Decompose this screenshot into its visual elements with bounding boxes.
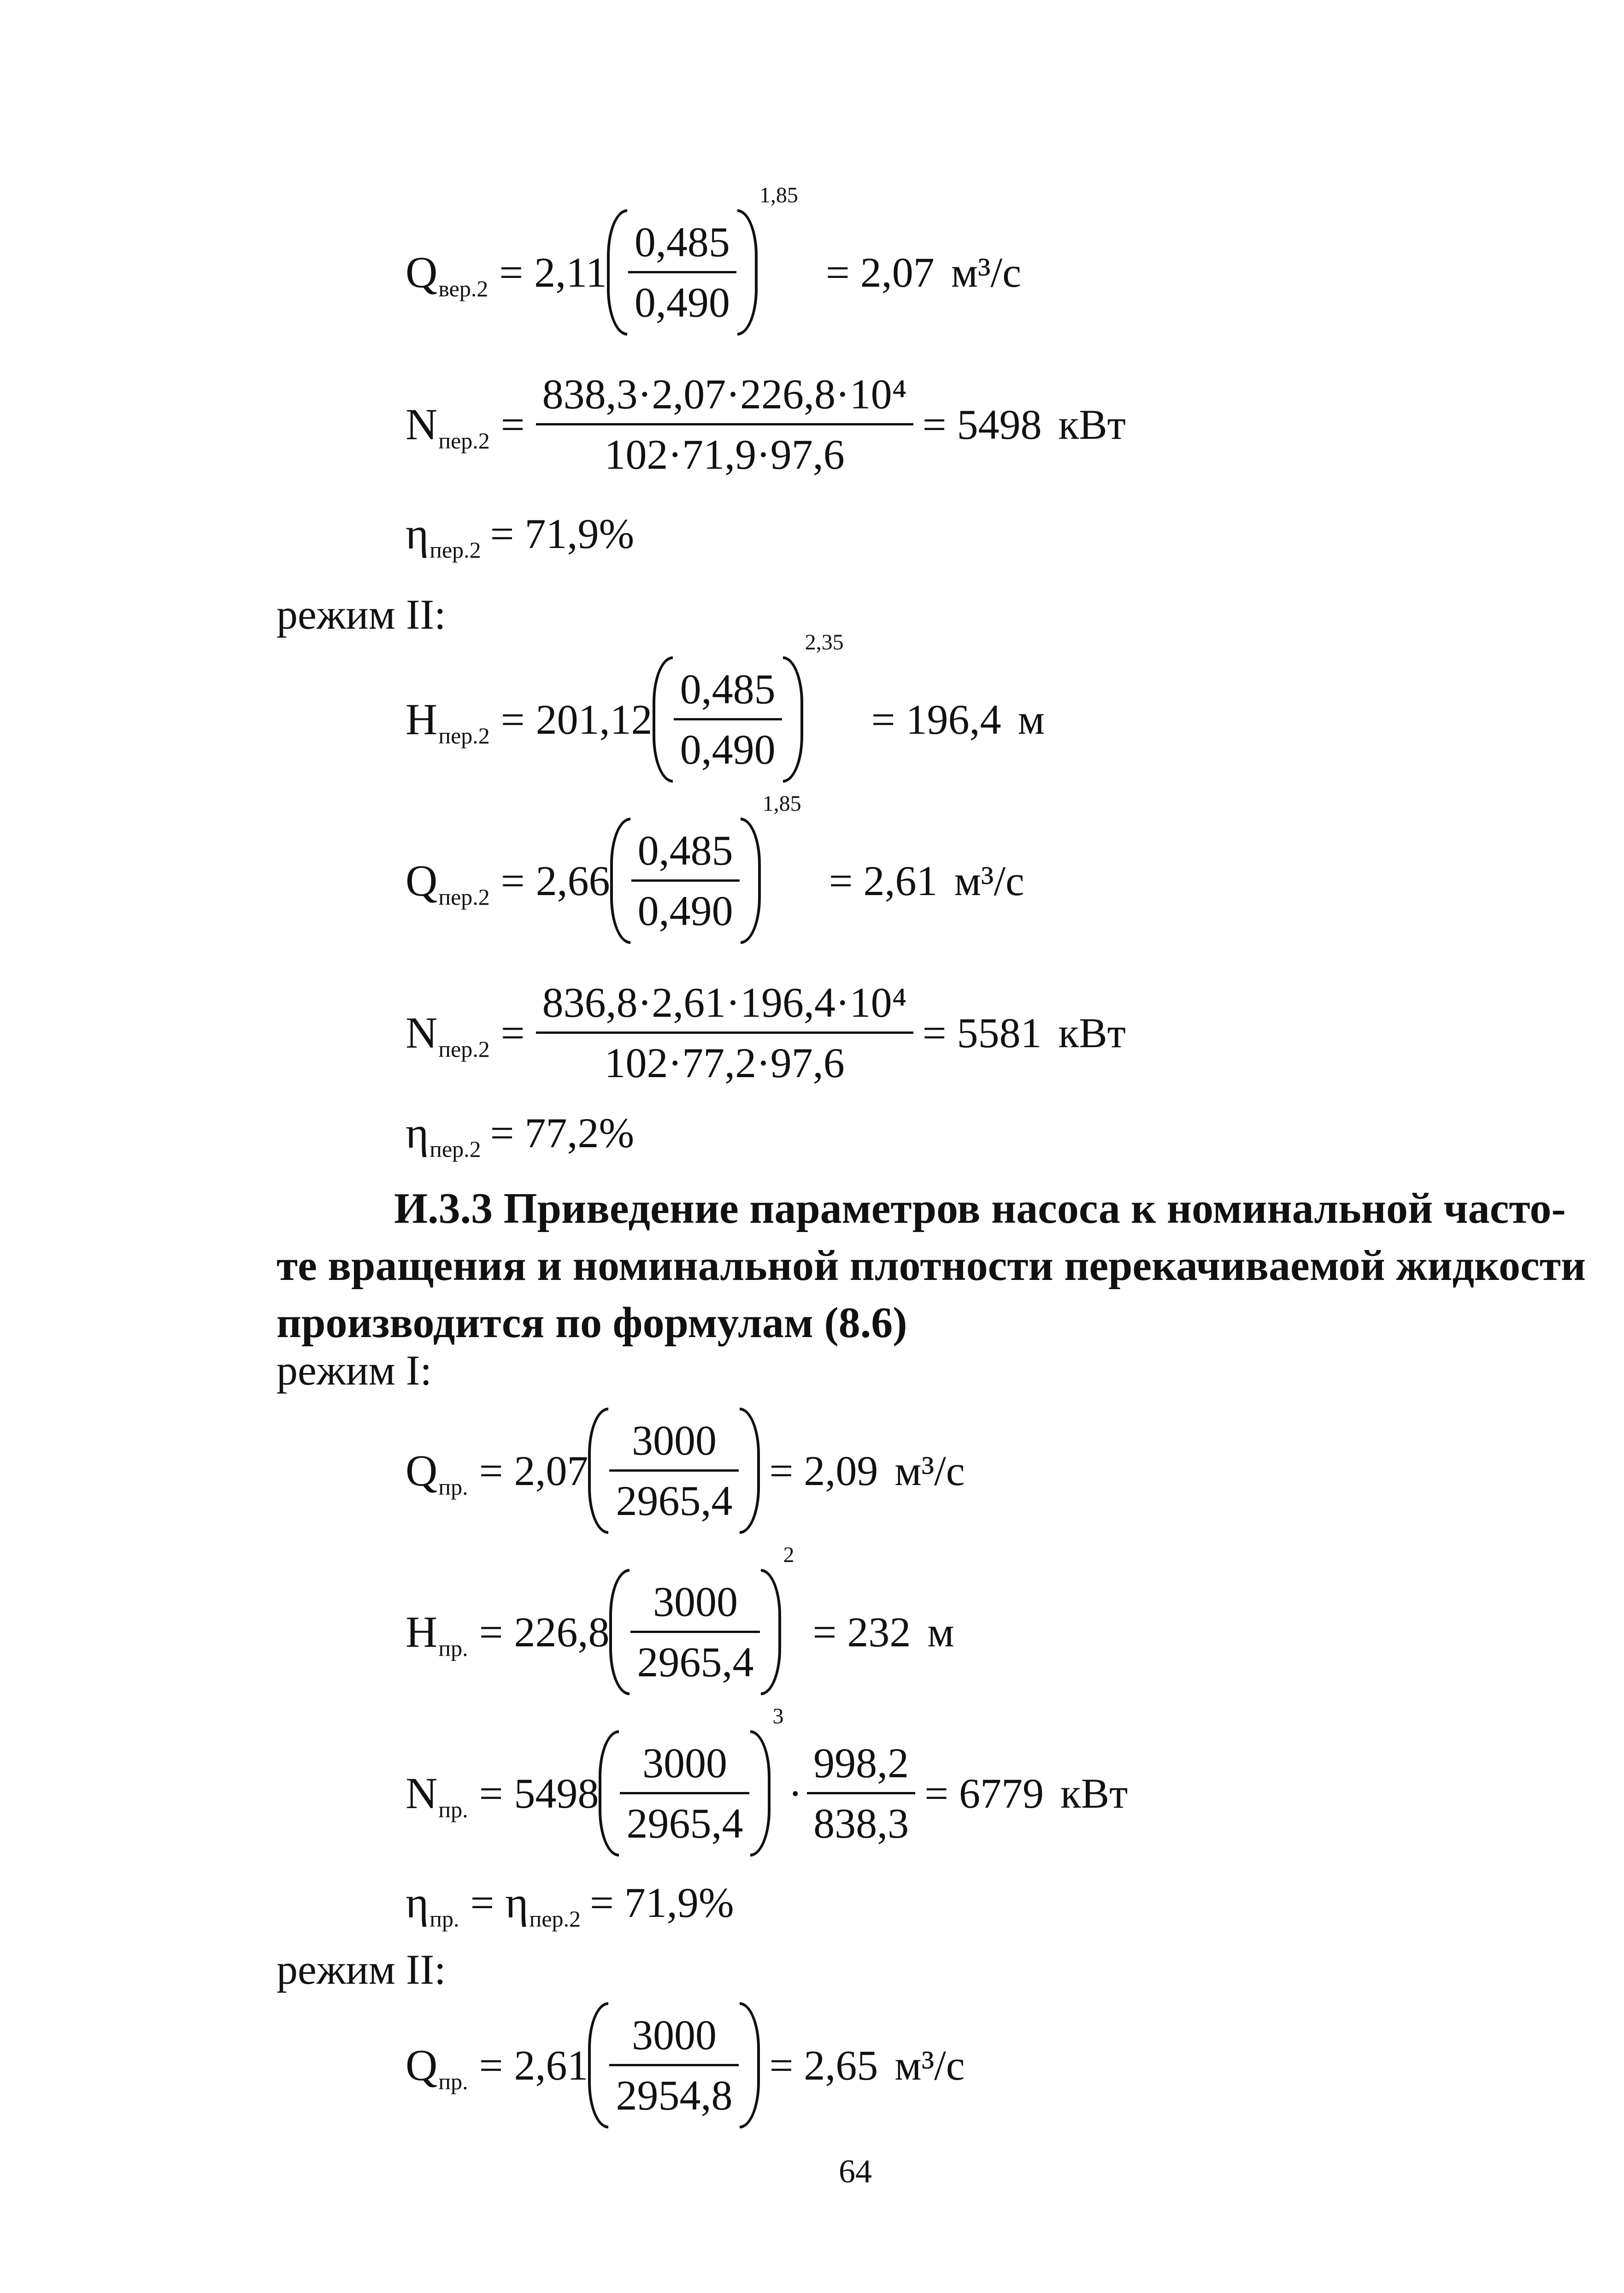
- subscript: пр.: [438, 2068, 468, 2094]
- multiply-dot: ·: [788, 1769, 803, 1817]
- result: = 2,65: [769, 2041, 878, 2089]
- exponent: 2: [783, 1543, 794, 1567]
- fraction-bar: [620, 1792, 749, 1794]
- unit: м: [927, 1608, 954, 1656]
- subscript: пр.: [438, 1796, 468, 1822]
- symbol: Q: [406, 855, 438, 905]
- subscript: пер.2: [438, 427, 490, 454]
- denominator: 2965,4: [616, 1477, 733, 1525]
- numerator: 0,485: [680, 666, 776, 713]
- equation-q-per2: [406, 791, 1024, 937]
- mode-label: режим II:: [277, 591, 446, 638]
- equals-sign: =: [470, 1879, 494, 1926]
- unit: м³/с: [894, 1447, 965, 1494]
- result: = 6779: [924, 1769, 1044, 1817]
- equals-sign: =: [500, 857, 525, 904]
- denominator: 0,490: [637, 887, 733, 935]
- parenthesis-group: [599, 1738, 771, 1849]
- exponent: 1,85: [759, 183, 798, 207]
- denominator: 0,490: [680, 726, 776, 773]
- numerator: 0,485: [634, 218, 730, 265]
- equals-sign: =: [500, 1009, 525, 1056]
- fraction: [631, 825, 740, 937]
- equation-n-pr: [406, 1704, 1128, 1849]
- equals-sign: =: [500, 696, 525, 743]
- symbol: η: [505, 1878, 529, 1927]
- unit: кВт: [1060, 1769, 1128, 1817]
- subscript: пер.2: [430, 1136, 481, 1162]
- fraction: [609, 2010, 739, 2121]
- fraction-bar: [609, 2064, 739, 2066]
- symbol: η: [406, 509, 429, 558]
- coefficient: 2,11: [534, 248, 607, 296]
- coefficient: 2,07: [514, 1447, 588, 1494]
- subscript: пер.2: [529, 1906, 581, 1932]
- result: = 77,2%: [490, 1109, 635, 1156]
- fraction-bar: [807, 1792, 915, 1794]
- fraction: [609, 1415, 739, 1527]
- numerator: 838,3·2,07·226,8·10⁴: [542, 371, 907, 418]
- fraction: [628, 217, 736, 328]
- symbol: H: [406, 694, 438, 744]
- coefficient: 226,8: [514, 1608, 610, 1656]
- unit: м: [1018, 696, 1045, 743]
- fraction: [620, 1738, 749, 1849]
- subscript: пер.2: [438, 1036, 490, 1062]
- coefficient: 2,61: [514, 2041, 588, 2089]
- exponent: 3: [772, 1704, 784, 1728]
- result: = 5581: [922, 1009, 1042, 1056]
- subscript: пер.2: [438, 722, 490, 749]
- parenthesis-group: [610, 825, 761, 937]
- equation-q-pr-mode1: [406, 1415, 965, 1527]
- paragraph-line: И.3.3 Приведение параметров насоса к номинальной часто-: [394, 1185, 1566, 1232]
- result: = 232: [812, 1608, 911, 1656]
- fraction: [536, 977, 913, 1089]
- subscript: вер.2: [438, 275, 488, 301]
- equation-eta-per2: [406, 509, 635, 563]
- fraction-bar: [536, 1032, 913, 1034]
- unit: кВт: [1058, 401, 1126, 448]
- equals-sign: =: [479, 1608, 503, 1656]
- subscript: пр.: [438, 1474, 468, 1500]
- parenthesis-group: [653, 664, 803, 775]
- parenthesis-group: [588, 1415, 760, 1527]
- page-number: 64: [839, 2153, 872, 2190]
- result: = 71,9%: [590, 1879, 734, 1926]
- equals-sign: =: [500, 401, 525, 448]
- numerator: 3000: [631, 2011, 717, 2058]
- equation-q-pr-mode2: [406, 2010, 965, 2121]
- equals-sign: =: [479, 1447, 503, 1494]
- symbol: Q: [406, 247, 438, 297]
- numerator: 0,485: [637, 827, 733, 874]
- subscript: пер.2: [438, 884, 490, 910]
- denominator: 2965,4: [637, 1639, 754, 1686]
- result: = 2,61: [829, 857, 938, 904]
- subscript: пр.: [438, 1635, 468, 1661]
- denominator: 102·71,9·97,6: [604, 431, 845, 478]
- symbol: Q: [406, 2040, 438, 2090]
- result: = 2,07: [825, 248, 935, 296]
- fraction-bar: [609, 1469, 739, 1472]
- equals-sign: =: [479, 1769, 503, 1817]
- exponent: 2,35: [805, 630, 844, 654]
- fraction-bar: [630, 1631, 760, 1633]
- coefficient: 5498: [514, 1769, 599, 1817]
- symbol: H: [406, 1607, 438, 1656]
- paragraph-line: производится по формулам (8.6): [277, 1299, 907, 1347]
- equation-n-per2-mode2: [406, 977, 1126, 1089]
- denominator: 2954,8: [616, 2072, 733, 2119]
- coefficient: 2,66: [535, 857, 610, 904]
- symbol: N: [406, 1008, 438, 1057]
- numerator: 998,2: [813, 1739, 909, 1786]
- numerator: 3000: [631, 1417, 717, 1464]
- equation-n-per2: [406, 369, 1126, 480]
- unit: м³/с: [894, 2041, 965, 2089]
- mode-label: режим I:: [277, 1347, 432, 1394]
- equals-sign: =: [479, 2041, 503, 2089]
- mode-label: режим II:: [277, 1946, 446, 1993]
- equals-sign: =: [499, 248, 524, 296]
- fraction-bar: [536, 423, 913, 425]
- symbol: η: [406, 1878, 429, 1927]
- fraction-bar: [631, 879, 740, 882]
- numerator: 3000: [653, 1578, 738, 1625]
- subscript: пр.: [430, 1906, 459, 1932]
- equation-h-pr: [406, 1543, 954, 1688]
- denominator: 102·77,2·97,6: [604, 1039, 845, 1087]
- symbol: N: [406, 399, 438, 449]
- result: = 5498: [922, 401, 1042, 448]
- equation-eta-per2-mode2: [406, 1108, 635, 1162]
- denominator: 838,3: [813, 1800, 909, 1847]
- unit: кВт: [1058, 1009, 1126, 1056]
- section-paragraph: [277, 1180, 1586, 1351]
- parenthesis-group: [588, 2010, 760, 2121]
- fraction: [674, 664, 782, 775]
- parenthesis-group: [609, 1576, 781, 1688]
- numerator: 836,8·2,61·196,4·10⁴: [542, 979, 907, 1026]
- fraction: [630, 1576, 760, 1688]
- symbol: Q: [406, 1445, 438, 1495]
- equation-h-per2: [406, 630, 1045, 775]
- denominator: 2965,4: [626, 1800, 743, 1847]
- exponent: 1,85: [762, 791, 801, 816]
- result: = 71,9%: [490, 510, 635, 557]
- coefficient: 201,12: [535, 696, 653, 743]
- fraction: [536, 369, 913, 480]
- unit: м³/с: [951, 248, 1021, 296]
- symbol: η: [406, 1108, 429, 1157]
- paragraph-line: те вращения и номинальной плотности перекачиваемой жидкости: [277, 1242, 1586, 1290]
- unit: м³/с: [954, 857, 1024, 904]
- equation-q-ver2: [406, 183, 1021, 328]
- fraction-bar: [628, 271, 736, 273]
- numerator: 3000: [642, 1739, 727, 1786]
- equation-eta-pr: [406, 1878, 734, 1932]
- result: = 196,4: [871, 696, 1001, 743]
- result: = 2,09: [769, 1447, 878, 1494]
- denominator: 0,490: [634, 279, 730, 326]
- subscript: пер.2: [430, 537, 481, 563]
- density-fraction: [807, 1738, 915, 1849]
- fraction-bar: [674, 718, 782, 720]
- parenthesis-group: [607, 217, 758, 328]
- symbol: N: [406, 1768, 438, 1818]
